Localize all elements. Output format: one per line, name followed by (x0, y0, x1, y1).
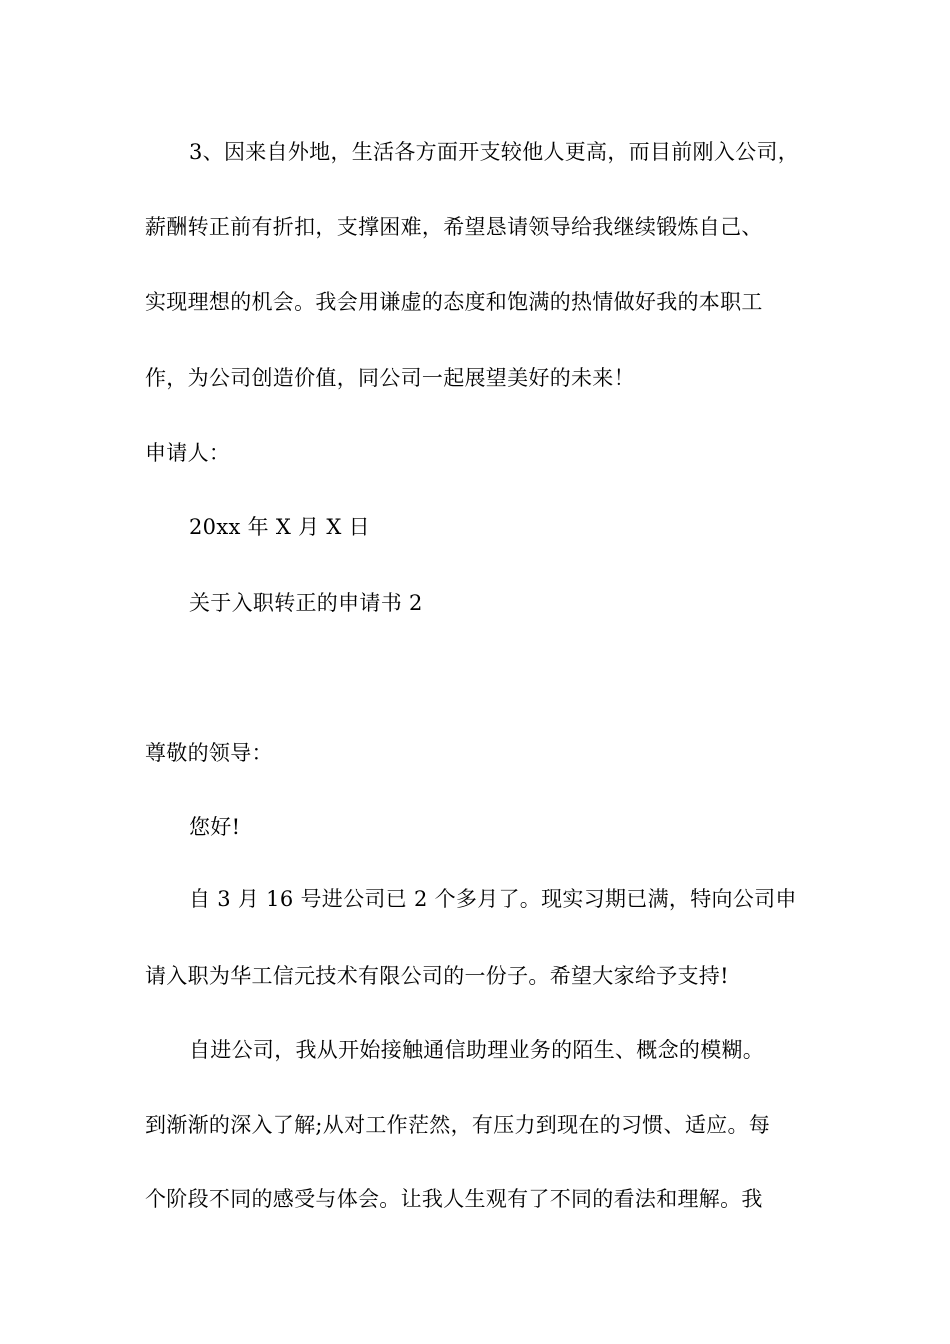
paragraph-1-line-2: 薪酬转正前有折扣，支撑困难，希望恳请领导给我继续锻炼自己、 (145, 215, 763, 239)
salutation: 尊敬的领导： (145, 741, 273, 765)
paragraph-1-line-4: 作，为公司创造价值，同公司一起展望美好的未来！ (145, 366, 635, 390)
date-line: 20xx 年 X 月 X 日 (189, 515, 370, 539)
paragraph-2-line-2: 请入职为华工信元技术有限公司的一份子。希望大家给予支持! (145, 964, 729, 988)
paragraph-1-line-1: 3、因来自外地，生活各方面开支较他人更高，而目前刚入公司， (189, 140, 800, 164)
greeting: 您好! (189, 815, 241, 839)
applicant-label: 申请人： (145, 441, 231, 465)
paragraph-3-line-3: 个阶段不同的感受与体会。让我人生观有了不同的看法和理解。我 (145, 1187, 763, 1211)
section-title: 关于入职转正的申请书 2 (189, 591, 423, 615)
paragraph-2-line-1: 自 3 月 16 号进公司已 2 个多月了。现实习期已满，特向公司申 (189, 887, 797, 911)
paragraph-3-line-2: 到渐渐的深入了解;从对工作茫然，有压力到现在的习惯、适应。每 (145, 1113, 771, 1137)
paragraph-1-line-3: 实现理想的机会。我会用谦虚的态度和饱满的热情做好我的本职工 (145, 290, 763, 314)
paragraph-3-line-1: 自进公司，我从开始接触通信助理业务的陌生、概念的模糊。 (189, 1038, 765, 1062)
